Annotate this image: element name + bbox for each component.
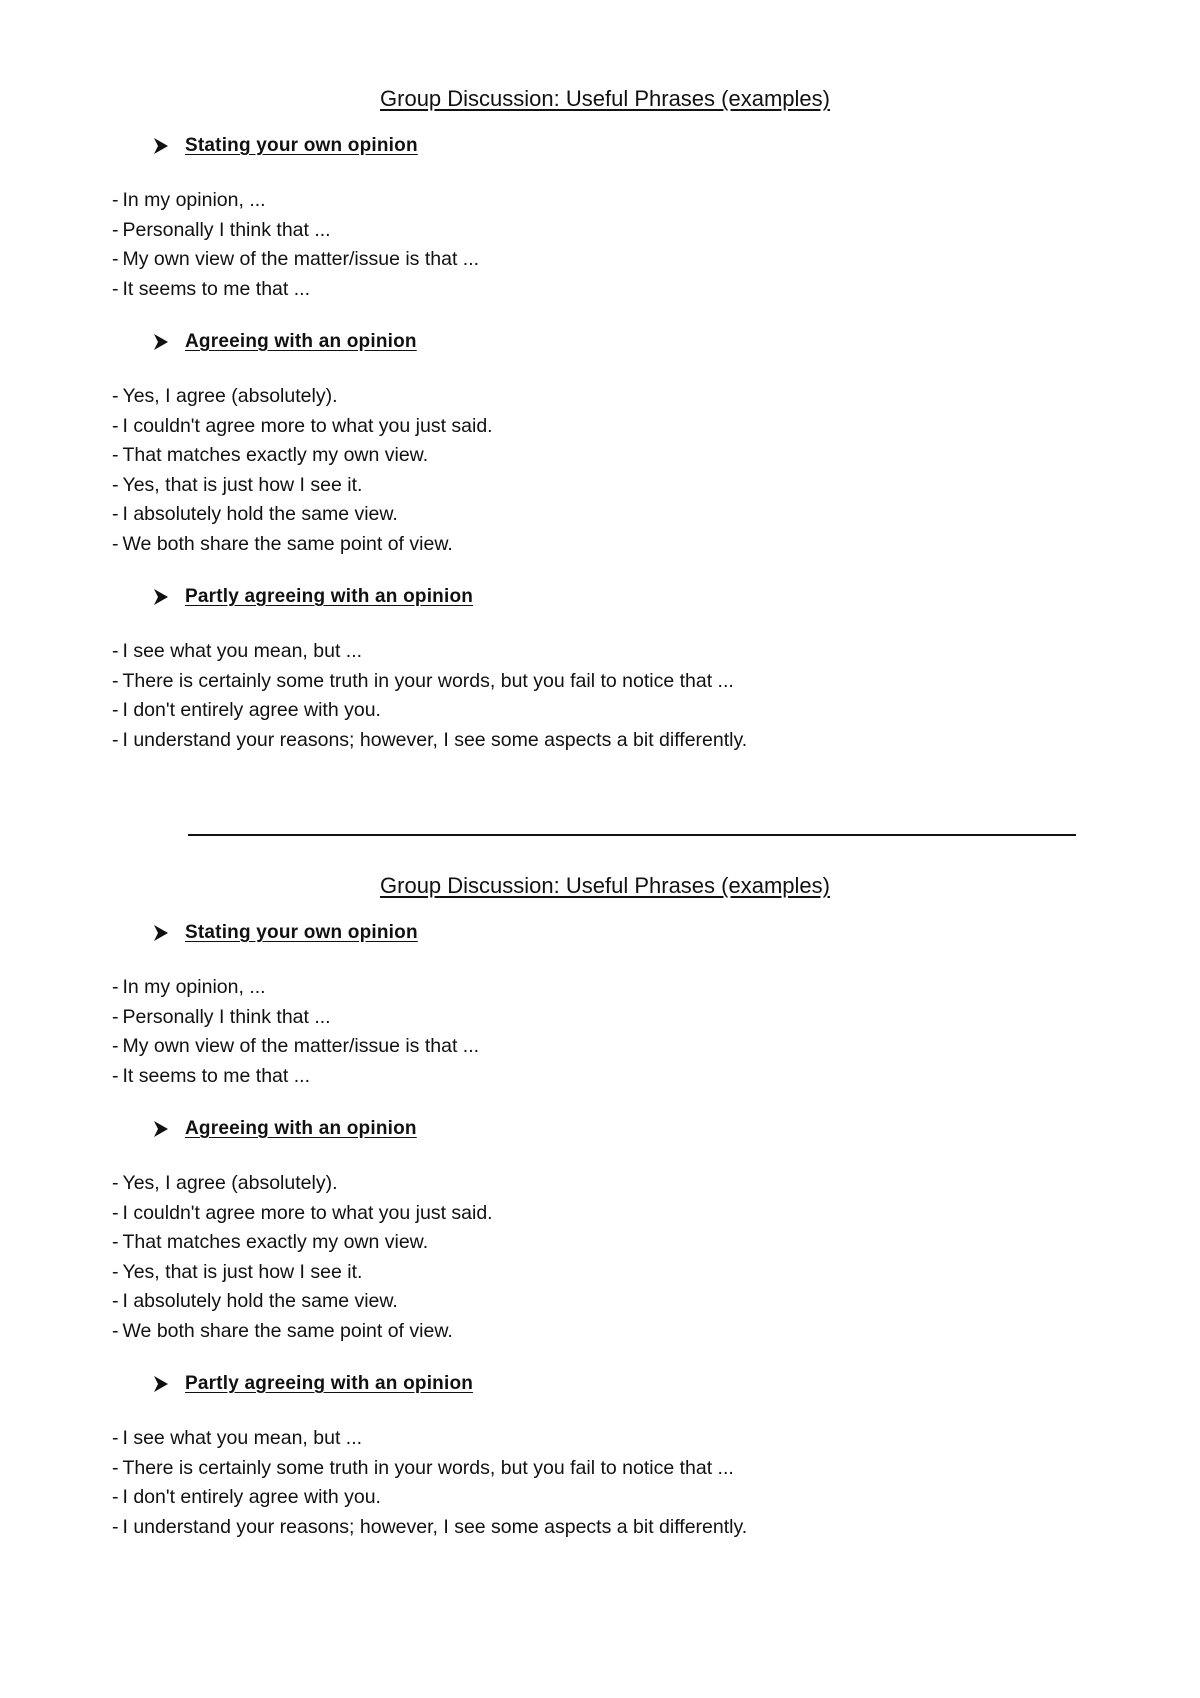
phrase-text: In my opinion, ... — [122, 189, 266, 211]
section-heading — [153, 1117, 1200, 1141]
section-title: Stating your own opinion — [185, 922, 418, 943]
phrase-text: Personally I think that ... — [122, 1005, 331, 1028]
dash: - — [112, 669, 119, 692]
phrase-list — [112, 637, 1200, 755]
phrase-text: I don't entirely agree with you. — [122, 1486, 381, 1508]
phrase-text: That matches exactly my own view. — [122, 444, 429, 466]
phrase-text: I couldn't agree more to what you just said. — [122, 414, 493, 437]
phrase-item — [112, 1483, 1200, 1513]
dash: - — [112, 277, 119, 300]
section-title: Stating your own opinion — [185, 135, 418, 156]
phrase-item — [112, 1317, 1200, 1347]
dash: - — [112, 699, 119, 721]
section-title: Partly agreeing with an opinion — [185, 586, 474, 607]
dash: - — [112, 640, 119, 662]
phrase-text: I see what you mean, but ... — [122, 640, 363, 662]
phrase-text: My own view of the matter/issue is that ... — [122, 1035, 480, 1057]
phrase-sheet-top — [0, 84, 1200, 755]
phrase-text: There is certainly some truth in your words, but you fail to notice that ... — [122, 669, 734, 692]
phrase-text: I absolutely hold the same view. — [122, 503, 398, 525]
phrase-item — [112, 1424, 1200, 1454]
dash: - — [112, 1456, 119, 1479]
phrase-item — [112, 667, 1200, 697]
phrase-text: Yes, that is just how I see it. — [122, 1260, 363, 1283]
phrase-item — [112, 1003, 1200, 1033]
section-heading — [153, 134, 1200, 158]
dash: - — [112, 1172, 119, 1194]
phrase-item — [112, 471, 1200, 501]
dash: - — [112, 1035, 119, 1057]
section-agreeing — [0, 330, 1200, 559]
phrase-text: I see what you mean, but ... — [122, 1427, 363, 1449]
phrase-item — [112, 1454, 1200, 1484]
dash: - — [112, 218, 119, 241]
dash: - — [112, 1486, 119, 1508]
phrase-text: Yes, I agree (absolutely). — [122, 385, 338, 407]
phrase-item — [112, 441, 1200, 471]
phrase-text: There is certainly some truth in your words, but you fail to notice that ... — [122, 1456, 734, 1479]
document-title: Group Discussion: Useful Phrases (examples) — [380, 873, 830, 898]
phrase-list — [112, 1424, 1200, 1542]
phrase-text: Yes, that is just how I see it. — [122, 473, 363, 496]
phrase-item — [112, 696, 1200, 726]
phrase-item — [112, 1032, 1200, 1062]
dash: - — [112, 444, 119, 466]
dash: - — [112, 189, 119, 211]
phrase-text: It seems to me that ... — [122, 1064, 310, 1087]
dash: - — [112, 1515, 119, 1538]
phrase-item — [112, 412, 1200, 442]
section-stating-opinion — [0, 921, 1200, 1091]
dash: - — [112, 976, 119, 998]
phrase-text: We both share the same point of view. — [122, 532, 453, 555]
section-heading — [153, 921, 1200, 945]
phrase-text: We both share the same point of view. — [122, 1319, 453, 1342]
document-title: Group Discussion: Useful Phrases (examples) — [380, 86, 830, 111]
phrase-item — [112, 216, 1200, 246]
dash: - — [112, 1319, 119, 1342]
dash: - — [112, 532, 119, 555]
dash: - — [112, 503, 119, 525]
phrase-list — [112, 1169, 1200, 1346]
phrase-text: That matches exactly my own view. — [122, 1231, 429, 1253]
arrow-right-icon — [153, 138, 169, 154]
phrase-item — [112, 186, 1200, 216]
section-title: Agreeing with an opinion — [185, 331, 417, 352]
phrase-text: I understand your reasons; however, I see some aspects a bit differently. — [122, 728, 748, 751]
section-stating-opinion — [0, 134, 1200, 304]
section-heading — [153, 330, 1200, 354]
section-heading — [153, 1372, 1200, 1396]
phrase-text: It seems to me that ... — [122, 277, 310, 300]
phrase-item — [112, 500, 1200, 530]
phrase-text: I absolutely hold the same view. — [122, 1290, 398, 1312]
phrase-item — [112, 973, 1200, 1003]
dash: - — [112, 385, 119, 407]
phrase-item — [112, 1199, 1200, 1229]
phrase-item — [112, 637, 1200, 667]
phrase-item — [112, 1169, 1200, 1199]
phrase-item — [112, 1228, 1200, 1258]
phrase-item — [112, 275, 1200, 305]
dash: - — [112, 1260, 119, 1283]
section-heading — [153, 585, 1200, 609]
section-partly-agreeing — [0, 585, 1200, 755]
dash: - — [112, 1201, 119, 1224]
phrase-text: Yes, I agree (absolutely). — [122, 1172, 338, 1194]
phrase-list — [112, 186, 1200, 304]
section-title: Partly agreeing with an opinion — [185, 1373, 474, 1394]
phrase-text: Personally I think that ... — [122, 218, 331, 241]
dash: - — [112, 414, 119, 437]
arrow-right-icon — [153, 334, 169, 350]
phrase-item — [112, 1062, 1200, 1092]
section-agreeing — [0, 1117, 1200, 1346]
dash: - — [112, 1064, 119, 1087]
dash: - — [112, 1290, 119, 1312]
arrow-right-icon — [153, 925, 169, 941]
phrase-item — [112, 1258, 1200, 1288]
arrow-right-icon — [153, 1376, 169, 1392]
phrase-item — [112, 382, 1200, 412]
dash: - — [112, 473, 119, 496]
arrow-right-icon — [153, 1121, 169, 1137]
phrase-sheet-bottom — [0, 871, 1200, 1542]
dash: - — [112, 1005, 119, 1028]
phrase-text: My own view of the matter/issue is that ... — [122, 248, 480, 270]
phrase-text: I couldn't agree more to what you just said. — [122, 1201, 493, 1224]
dash: - — [112, 248, 119, 270]
phrase-item — [112, 1287, 1200, 1317]
phrase-item — [112, 726, 1200, 756]
section-partly-agreeing — [0, 1372, 1200, 1542]
dash: - — [112, 1231, 119, 1253]
phrase-list — [112, 382, 1200, 559]
cut-line-divider — [188, 834, 1076, 836]
phrase-text: I don't entirely agree with you. — [122, 699, 381, 721]
phrase-text: I understand your reasons; however, I see some aspects a bit differently. — [122, 1515, 748, 1538]
phrase-item — [112, 1513, 1200, 1543]
phrase-item — [112, 530, 1200, 560]
dash: - — [112, 1427, 119, 1449]
phrase-list — [112, 973, 1200, 1091]
section-title: Agreeing with an opinion — [185, 1118, 417, 1139]
arrow-right-icon — [153, 589, 169, 605]
phrase-item — [112, 245, 1200, 275]
phrase-text: In my opinion, ... — [122, 976, 266, 998]
dash: - — [112, 728, 119, 751]
